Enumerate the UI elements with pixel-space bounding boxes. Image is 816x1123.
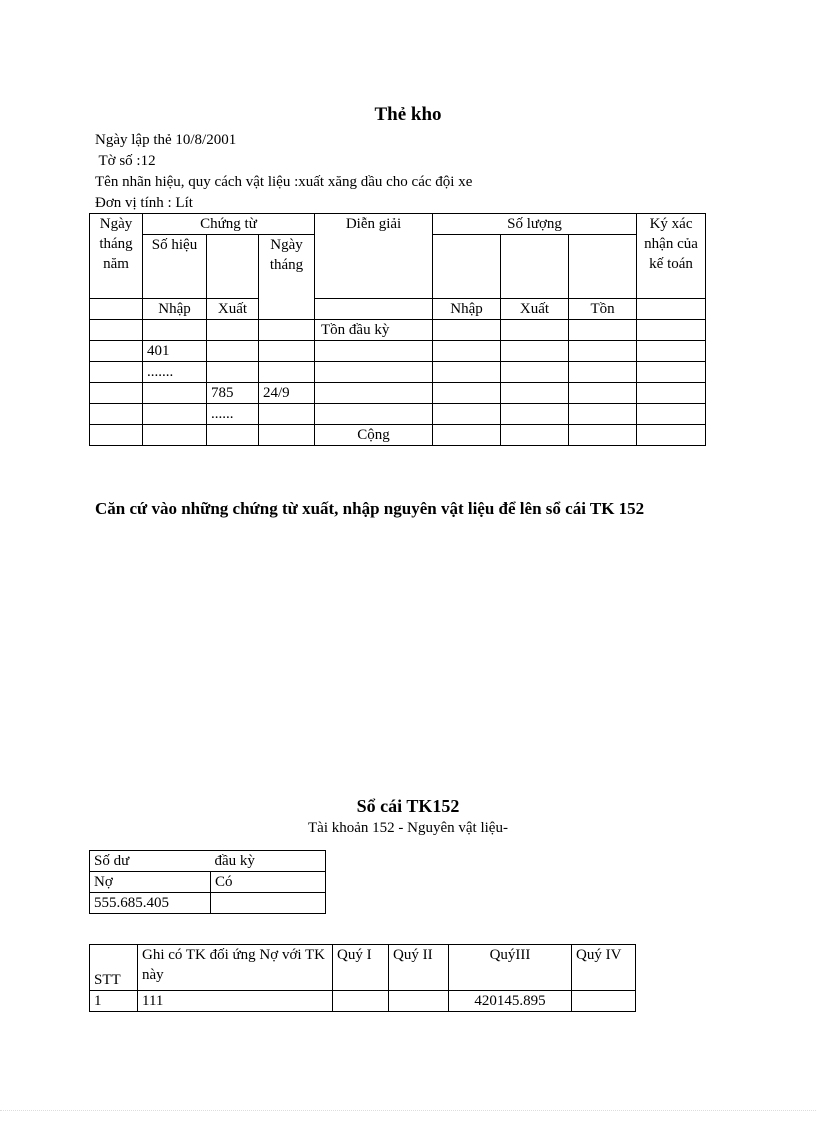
- cell: 401: [143, 341, 207, 362]
- cell: [315, 362, 433, 383]
- table-row: [90, 320, 706, 341]
- cell: [259, 320, 315, 341]
- table-row: [90, 362, 706, 383]
- cell: [433, 425, 501, 446]
- header-date: Ngày tháng năm: [90, 214, 143, 299]
- cell: [572, 991, 636, 1012]
- stock-card-title: Thẻ kho: [374, 104, 442, 125]
- cell: [637, 341, 706, 362]
- cell: [333, 991, 389, 1012]
- cell: [315, 404, 433, 425]
- header-blank: [501, 235, 569, 299]
- cell: [433, 362, 501, 383]
- header-stt: STT: [90, 945, 138, 991]
- cell: [259, 404, 315, 425]
- header-quantity: Số lượng: [433, 214, 637, 235]
- cell: Tồn đầu kỳ: [315, 320, 433, 341]
- cell: [143, 425, 207, 446]
- header-blank: [315, 299, 433, 320]
- cell: [90, 404, 143, 425]
- opening-balance-table: [89, 850, 326, 914]
- header-blank: [90, 299, 143, 320]
- table-row: [90, 383, 706, 404]
- cell: [433, 404, 501, 425]
- header-accountant-confirm: Ký xác nhận của kế toán: [637, 214, 706, 299]
- cell: [501, 404, 569, 425]
- cell: [433, 341, 501, 362]
- cell: 111: [138, 991, 333, 1012]
- header-in: Nhập: [143, 299, 207, 320]
- cell: [501, 341, 569, 362]
- cell: [90, 362, 143, 383]
- cell: [433, 320, 501, 341]
- header-voucher-number: Số hiệu: [143, 235, 207, 299]
- ledger-title: Sổ cái TK152: [356, 796, 460, 816]
- header-q1: Quý I: [333, 945, 389, 991]
- cell: [637, 404, 706, 425]
- ledger-table: [89, 944, 636, 1012]
- cell: [143, 320, 207, 341]
- debit-label: Nợ: [90, 872, 211, 893]
- header-vouchers: Chứng từ: [143, 214, 315, 235]
- cell: [207, 320, 259, 341]
- cell: [569, 383, 637, 404]
- cell: [637, 383, 706, 404]
- cell: 1: [90, 991, 138, 1012]
- cell: [90, 383, 143, 404]
- cell: [90, 320, 143, 341]
- cell: [501, 362, 569, 383]
- header-qty-out: Xuất: [501, 299, 569, 320]
- credit-value: [211, 893, 326, 914]
- cell: [90, 341, 143, 362]
- cell: .......: [143, 362, 207, 383]
- cell: [637, 425, 706, 446]
- cell: [569, 341, 637, 362]
- cell: 785: [207, 383, 259, 404]
- cell: [569, 320, 637, 341]
- card-date: Ngày lập thẻ 10/8/2001: [95, 132, 237, 148]
- cell: [259, 362, 315, 383]
- cell: [569, 362, 637, 383]
- cell: [637, 362, 706, 383]
- opening-label: Số dư: [90, 851, 211, 872]
- cell: [259, 425, 315, 446]
- header-qty-in: Nhập: [433, 299, 501, 320]
- cell: [433, 383, 501, 404]
- header-q2: Quý II: [389, 945, 449, 991]
- cell: [207, 362, 259, 383]
- cell: 420145.895: [449, 991, 572, 1012]
- cell: ......: [207, 404, 259, 425]
- debit-value: 555.685.405: [90, 893, 211, 914]
- cell: [501, 383, 569, 404]
- header-voucher-date: Ngày tháng: [259, 235, 315, 320]
- credit-label: Có: [211, 872, 326, 893]
- cell: [569, 404, 637, 425]
- card-sheet-number: Tờ số :12: [95, 153, 156, 169]
- page-divider: [0, 1110, 816, 1111]
- header-out: Xuất: [207, 299, 259, 320]
- header-description: Diễn giải: [315, 214, 433, 299]
- table-row: [90, 991, 636, 1012]
- table-row: [90, 341, 706, 362]
- header-qty-stock: Tồn: [569, 299, 637, 320]
- ledger-subtitle: Tài khoản 152 - Nguyên vật liệu-: [308, 820, 508, 836]
- header-account: Ghi có TK đối ứng Nợ với TK này: [138, 945, 333, 991]
- cell: [207, 425, 259, 446]
- cell: Cộng: [315, 425, 433, 446]
- cell: [259, 341, 315, 362]
- cell: [315, 383, 433, 404]
- cell: [501, 320, 569, 341]
- table-row: [90, 404, 706, 425]
- header-blank: [637, 299, 706, 320]
- header-q3: QuýIII: [449, 945, 572, 991]
- cell: [315, 341, 433, 362]
- cell: [143, 383, 207, 404]
- cell: [637, 320, 706, 341]
- table-row: [90, 425, 706, 446]
- cell: [143, 404, 207, 425]
- card-unit: Đơn vị tính : Lít: [95, 195, 193, 211]
- cell: [501, 425, 569, 446]
- cell: 24/9: [259, 383, 315, 404]
- header-blank: [207, 235, 259, 299]
- header-q4: Quý IV: [572, 945, 636, 991]
- cell: [389, 991, 449, 1012]
- stock-card-table: [89, 213, 706, 446]
- header-blank: [433, 235, 501, 299]
- header-blank: [569, 235, 637, 299]
- ledger-note: Căn cứ vào những chứng từ xuất, nhập nguyên vật liệu để lên sổ cái TK 152: [95, 499, 645, 518]
- card-material-name: Tên nhãn hiệu, quy cách vật liệu :xuất xăng dầu cho các đội xe: [95, 174, 473, 190]
- opening-label-period: đầu kỳ: [211, 851, 326, 872]
- cell: [569, 425, 637, 446]
- cell: [207, 341, 259, 362]
- cell: [90, 425, 143, 446]
